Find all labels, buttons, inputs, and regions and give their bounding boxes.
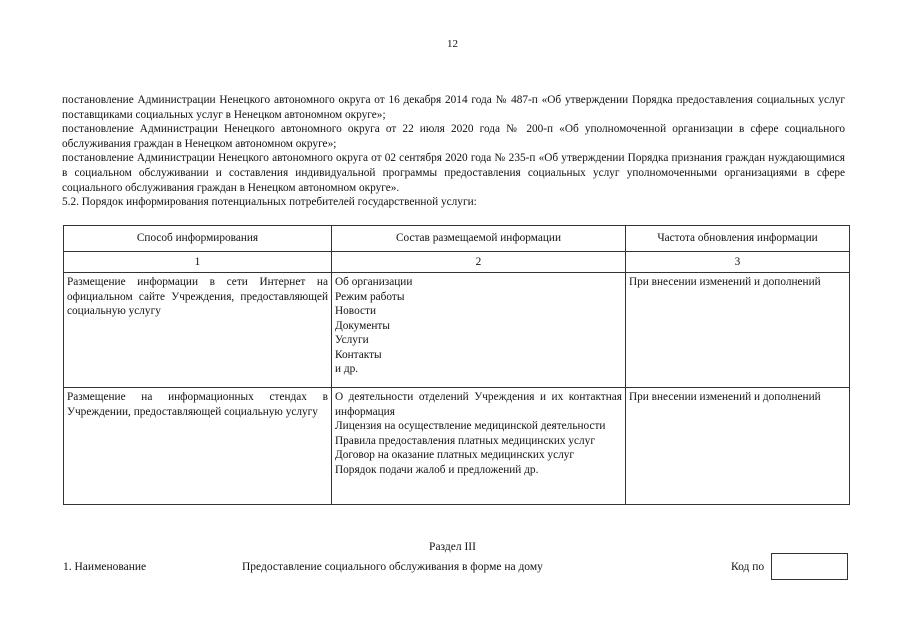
list-item: Услуги — [335, 334, 369, 346]
frequency-cell: При внесении изменений и дополнений — [626, 273, 850, 388]
table-header-row — [64, 226, 850, 252]
method-cell: Размещение информации в сети Интернет на официальном сайте Учреждения, предоставляющей социальную услугу — [64, 273, 332, 388]
list-item: Документы — [335, 319, 390, 332]
legal-reference-2: постановление Администрации Ненецкого автономного округа от 22 июля 2020 года № 200-п «Об уполномоченной организации в сфере социального обслуживания граждан в Ненецком автономном округе»; — [62, 123, 845, 150]
column-header-frequency: Частота обновления информации — [626, 226, 850, 252]
list-item: Правила предоставления платных медицинских услуг — [335, 434, 595, 447]
code-label: Код по — [731, 561, 765, 573]
list-item: Новости — [335, 305, 376, 317]
list-item: Режим работы — [335, 290, 405, 303]
list-item: и др. — [335, 363, 359, 375]
column-number: 3 — [626, 252, 850, 273]
code-box[interactable] — [771, 553, 848, 580]
table-row — [64, 273, 850, 388]
frequency-cell: При внесении изменений и дополнений — [626, 388, 850, 505]
column-header-content: Состав размещаемой информации — [332, 226, 626, 252]
list-item: Лицензия на осуществление медицинской деятельности — [335, 420, 606, 432]
list-item: Договор на оказание платных медицинских услуг — [335, 449, 574, 461]
list-item: Порядок подачи жалоб и предложений др. — [335, 463, 539, 476]
legal-reference-3: постановление Администрации Ненецкого автономного округа от 02 сентября 2020 года № 235-п «Об утверждении Порядка признания граждан нуждающимися в социальном обслуживании и составления индивидуальной программы предоставления социальных услуг уполномоченными организациями в сфере социального обслуживания граждан в Ненецком автономном округе». — [62, 152, 845, 194]
name-label: 1. Наименование — [63, 561, 147, 573]
table-row — [64, 388, 850, 505]
list-item: Об организации — [335, 276, 413, 288]
content-list — [335, 390, 622, 477]
column-number: 2 — [332, 252, 626, 273]
method-cell: Размещение на информационных стендах в Учреждении, предоставляющей социальную услугу — [64, 388, 332, 505]
information-methods-table — [63, 225, 850, 505]
list-item: О деятельности отделений Учреждения и их контактная информация — [335, 391, 622, 418]
column-number: 1 — [64, 252, 332, 273]
page-number: 12 — [447, 38, 458, 50]
column-number-row — [64, 252, 850, 273]
name-value: Предоставление социального обслуживания в форме на дому — [242, 561, 543, 573]
list-item: Контакты — [335, 348, 382, 361]
legal-reference-1: постановление Администрации Ненецкого автономного округа от 16 декабря 2014 года № 487-п «Об утверждении Порядка предоставления социальных услуг поставщиками социальных услуг в Ненецком автономном округе»; — [62, 94, 845, 121]
content-list — [335, 275, 622, 377]
legal-references — [62, 93, 845, 210]
content-cell — [332, 273, 626, 388]
section-5-2-heading: 5.2. Порядок информирования потенциальных потребителей государственной услуги: — [62, 196, 477, 209]
section-title: Раздел III — [429, 541, 476, 553]
column-header-method: Способ информирования — [64, 226, 332, 252]
content-cell — [332, 388, 626, 505]
